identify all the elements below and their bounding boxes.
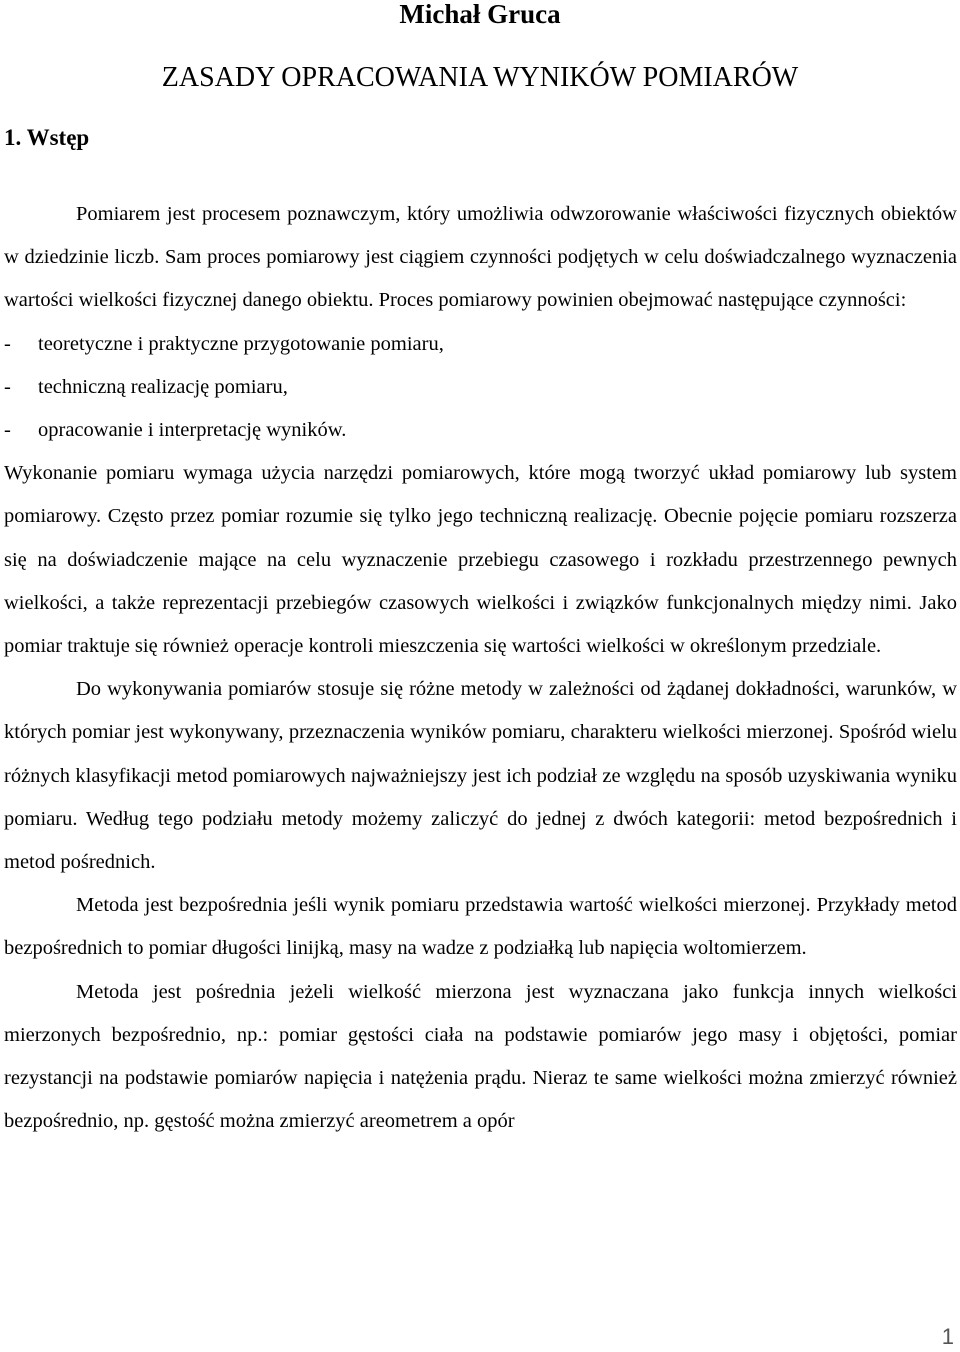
list-dash: - (4, 375, 11, 398)
body-text (4, 193, 957, 1143)
paragraph-indirect-method: Metoda jest pośrednia jeżeli wielkość mierzona jest wyznaczana jako funkcja innych wielkości mierzonych bezpośrednio, np.: pomiar gęstości ciała na podstawie pomiarów jego masy i objętości, pomiar rezystancji na podstawie pomiarów napięcia i natężenia prądu. Nieraz te same wielkości można zmierzyć również bezpośrednio, np. gęstość można zmierzyć areometrem a opór (4, 980, 957, 1133)
list-item-text: opracowanie i interpretację wyników. (38, 419, 347, 442)
author-name: Michał Gruca (399, 0, 561, 29)
list-item (4, 366, 957, 409)
paragraph-measurement-tools: Wykonanie pomiaru wymaga użycia narzędzi pomiarowych, które mogą tworzyć układ pomiarowy lub system pomiarowy. Często przez pomiar rozumie się tylko jego techniczną realizację. Obecnie pojęcie pomiaru rozszerza się na doświadczenie mające na celu wyznaczenie przebiegu czasowego i rozkładu przestrzennego pewnych wielkości, a także reprezentacji przebiegów czasowych wielkości i związków funkcjonalnych między nimi. Jako pomiar traktuje się również operacje kontroli mieszczenia się wartości wielkości w określonym przedziale. (4, 462, 957, 658)
activity-list (4, 323, 957, 453)
list-dash: - (4, 332, 11, 355)
paragraph-direct-method: Metoda jest bezpośrednia jeśli wynik pomiaru przedstawia wartość wielkości mierzonej. Przykłady metod bezpośrednich to pomiar długości linijką, masy na wadze z podziałką lub napięcia woltomierzem. (4, 894, 957, 960)
list-item-text: techniczną realizację pomiaru, (38, 375, 288, 398)
list-item (4, 409, 957, 452)
list-item (4, 323, 957, 366)
list-item-text: teoretyczne i praktyczne przygotowanie pomiaru, (38, 332, 444, 355)
document-title: ZASADY OPRACOWANIA WYNIKÓW POMIARÓW (161, 62, 799, 93)
section-heading: 1. Wstęp (4, 125, 90, 150)
paragraph-intro: Pomiarem jest procesem poznawczym, który umożliwia odwzorowanie właściwości fizycznych obiektów w dziedzinie liczb. Sam proces pomiarowy jest ciągiem czynności podjętych w celu doświadczalnego wyznaczenia wartości wielkości fizycznej danego obiektu. Proces pomiarowy powinien obejmować następujące czynności: (4, 203, 957, 312)
page-number: 1 (941, 1324, 954, 1349)
list-dash: - (4, 419, 11, 442)
paragraph-method-classification: Do wykonywania pomiarów stosuje się różne metody w zależności od żądanej dokładności, warunków, w których pomiar jest wykonywany, przeznaczenia wyników pomiaru, charakteru wielkości mierzonej. Spośród wielu różnych klasyfikacji metod pomiarowych najważniejszy jest ich podział ze względu na sposób uzyskiwania wyniku pomiaru. Według tego podziału metody możemy zaliczyć do jednej z dwóch kategorii: metod bezpośrednich i metod pośrednich. (4, 678, 957, 874)
